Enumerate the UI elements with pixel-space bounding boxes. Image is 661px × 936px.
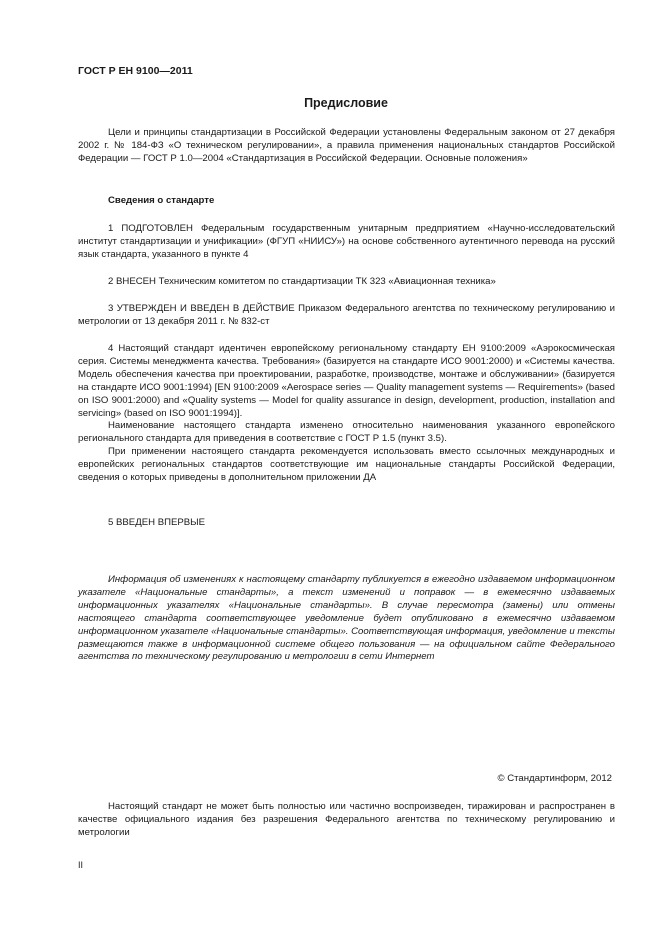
document-header: ГОСТ Р ЕН 9100—2011 xyxy=(78,65,193,77)
info-notice xyxy=(78,574,615,664)
intro-paragraph xyxy=(78,127,615,166)
item-3 xyxy=(78,303,615,329)
section-subtitle: Сведения о стандарте xyxy=(108,195,215,206)
item-1-text: 1 ПОДГОТОВЛЕН Федеральным государственным унитарным предприятием «Научно-исследовательский институт стандартизации и унификации» (ФГУП «НИИСУ») на основе собственного аутентичного перевода на русский язык стандарта, указанного в пункте 4 xyxy=(78,223,615,260)
reproduction-notice-text: Настоящий стандарт не может быть полностью или частично воспроизведен, тиражирован и распространен в качестве официального издания без разрешения Федерального агентства по техническому регулированию и метрологии xyxy=(78,801,615,838)
copyright-line: © Стандартинформ, 2012 xyxy=(497,773,612,784)
item-4 xyxy=(78,343,615,485)
page-title: Предисловие xyxy=(304,96,388,110)
item-4-paragraph-3: При применении настоящего стандарта рекомендуется использовать вместо ссылочных международных и европейских региональных стандартов соответствующие им национальные стандарты Российской Федерации, сведения о которых приведены в дополнительном приложении ДА xyxy=(78,446,615,484)
info-notice-text: Информация об изменениях к настоящему стандарту публикуется в ежегодно издаваемом информационном указателе «Национальные стандарты», а текст изменений и поправок — в ежемесячно издаваемых информационных указателях «Национальные стандарты». В случае пересмотра (замены) или отмены настоящего стандарта соответствующее уведомление будет опубликовано в ежемесячно издаваемом информационном указателе «Национальные стандарты». Соответствующая информация, уведомление и тексты размещаются также в информационной системе общего пользования — на официальном сайте Федерального агентства по техническому регулированию и метрологии в сети Интернет xyxy=(78,574,615,663)
reproduction-notice xyxy=(78,801,615,840)
item-2 xyxy=(78,276,615,289)
intro-text: Цели и принципы стандартизации в Российской Федерации установлены Федеральным законом от 27 декабря 2002 г. № 184-ФЗ «О техническом регулировании», а правила применения национальных стандартов Российской Федерации — ГОСТ Р 1.0—2004 «Стандартизация в Российской Федерации. Основные положения» xyxy=(78,127,615,164)
item-2-text: 2 ВНЕСЕН Техническим комитетом по стандартизации ТК 323 «Авиационная техника» xyxy=(108,276,496,287)
item-5-text: 5 ВВЕДЕН ВПЕРВЫЕ xyxy=(108,517,206,528)
item-5 xyxy=(78,517,615,530)
item-3-text: 3 УТВЕРЖДЕН И ВВЕДЕН В ДЕЙСТВИЕ Приказом Федерального агентства по техническому регулированию и метрологии от 13 декабря 2011 г. № 832-ст xyxy=(78,303,615,327)
page-number: II xyxy=(78,860,84,870)
item-1 xyxy=(78,223,615,262)
item-4-text: 4 Настоящий стандарт идентичен европейскому региональному стандарту ЕН 9100:2009 «Аэрокосмическая серия. Системы менеджмента качества. Требования» (базируется на стандарте ИСО 9001:2000) и «Системы качества. Модель обеспечения качества при проектировании, разработке, производстве, монтаже и обслуживании» (базируется на стандарте ИСО 9001:1994) [EN 9100:2009 «Aerospace series — Quality management systems — Requirements» (based on ISO 9001:2000) and «Quality systems — Model for quality assurance in design, development, production, installation and servicing» (based on ISO 9001:1994)]. xyxy=(78,343,615,419)
item-4-paragraph-2: Наименование настоящего стандарта изменено относительно наименования указанного европейского регионального стандарта для приведения в соответствие с ГОСТ Р 1.5 (пункт 3.5). xyxy=(78,420,615,445)
